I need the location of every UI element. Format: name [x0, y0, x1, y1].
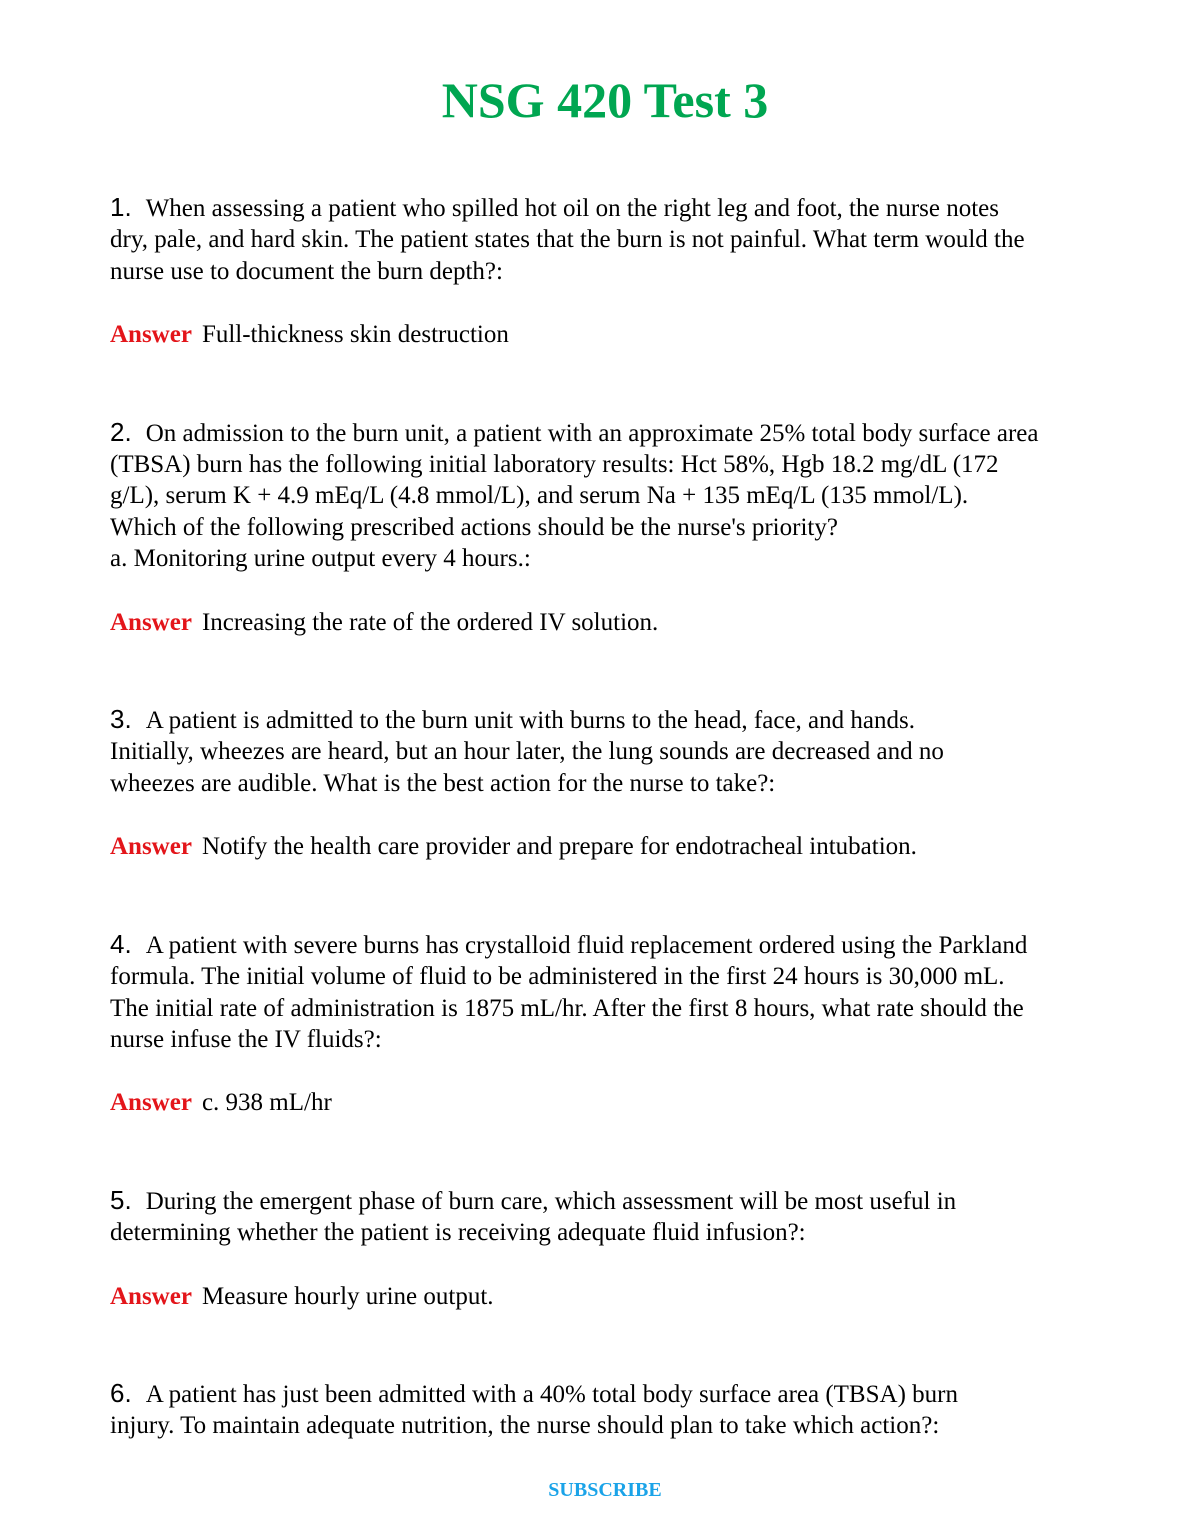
question-line: A patient with severe burns has crystalloid fluid replacement ordered using the Parkland	[145, 931, 1028, 959]
question-line: g/L), serum K + 4.9 mEq/L (4.8 mmol/L), and serum Na + 135 mEq/L (135 mmol/L).	[110, 482, 969, 510]
answer-label: Answer	[110, 1089, 192, 1117]
question-number: 2.	[110, 416, 132, 447]
question-line: a. Monitoring urine output every 4 hours.:	[110, 545, 531, 573]
question-spacer	[110, 863, 1110, 929]
question-spacer	[110, 351, 1110, 417]
question-item-6	[110, 1378, 1110, 1442]
question-text	[110, 417, 1110, 575]
question-line: (TBSA) burn has the following initial laboratory results: Hct 58%, Hgb 18.2 mg/dL (172	[110, 451, 999, 479]
question-line: nurse infuse the IV fluids?:	[110, 1025, 382, 1053]
answer-label: Answer	[110, 321, 192, 349]
document-title: NSG 420 Test 3	[441, 72, 769, 128]
question-text	[110, 1378, 1110, 1442]
answer-row	[110, 1281, 1110, 1312]
question-text	[110, 929, 1110, 1056]
question-line: formula. The initial volume of fluid to be administered in the first 24 hours is 30,000 mL.	[110, 963, 1005, 991]
answer-row	[110, 831, 1110, 862]
question-spacer	[110, 1119, 1110, 1185]
answer-text: Measure hourly urine output.	[201, 1282, 494, 1310]
answer-text: Full-thickness skin destruction	[201, 321, 509, 349]
question-number: 3.	[110, 704, 132, 735]
question-line: dry, pale, and hard skin. The patient states that the burn is not painful. What term would the	[110, 226, 1025, 254]
answer-text: c. 938 mL/hr	[201, 1089, 332, 1117]
answer-label: Answer	[110, 833, 192, 861]
answer-text: Increasing the rate of the ordered IV solution.	[201, 608, 659, 636]
question-spacer	[110, 1312, 1110, 1378]
question-number: 1.	[110, 192, 132, 222]
answer-row	[110, 607, 1110, 638]
answer-row	[110, 1087, 1110, 1118]
subscribe-link[interactable]: SUBSCRIBE	[548, 1479, 662, 1501]
question-line: On admission to the burn unit, a patient with an approximate 25% total body surface area	[145, 419, 1039, 447]
answer-row	[110, 319, 1110, 350]
question-number: 4.	[110, 928, 132, 959]
question-number: 6.	[110, 1377, 132, 1408]
question-line: A patient is admitted to the burn unit with burns to the head, face, and hands.	[145, 707, 915, 735]
question-number: 5.	[110, 1184, 132, 1215]
question-spacer	[110, 638, 1110, 704]
question-line: injury. To maintain adequate nutrition, the nurse should plan to take which action?:	[110, 1412, 940, 1440]
question-line: Initially, wheezes are heard, but an hour later, the lung sounds are decreased and no	[110, 738, 944, 766]
answer-label: Answer	[110, 608, 192, 636]
question-line: During the emergent phase of burn care, which assessment will be most useful in	[145, 1187, 957, 1215]
question-list	[110, 192, 1110, 1442]
question-item-2	[110, 417, 1110, 638]
question-text	[110, 704, 1110, 799]
question-line: The initial rate of administration is 1875 mL/hr. After the first 8 hours, what rate should the	[110, 994, 1024, 1022]
question-item-1	[110, 192, 1110, 351]
question-line: Which of the following prescribed actions should be the nurse's priority?	[110, 513, 838, 541]
question-item-4	[110, 929, 1110, 1119]
answer-text: Notify the health care provider and prepare for endotracheal intubation.	[201, 833, 917, 861]
question-line: determining whether the patient is receiving adequate fluid infusion?:	[110, 1219, 806, 1247]
question-text	[110, 192, 1110, 287]
question-line: A patient has just been admitted with a 40% total body surface area (TBSA) burn	[145, 1380, 958, 1408]
question-line: wheezes are audible. What is the best action for the nurse to take?:	[110, 769, 776, 797]
question-line: When assessing a patient who spilled hot oil on the right leg and foot, the nurse notes	[145, 195, 999, 222]
question-item-5	[110, 1185, 1110, 1312]
answer-label: Answer	[110, 1282, 192, 1310]
question-item-3	[110, 704, 1110, 863]
question-line: nurse use to document the burn depth?:	[110, 257, 503, 285]
question-text	[110, 1185, 1110, 1249]
